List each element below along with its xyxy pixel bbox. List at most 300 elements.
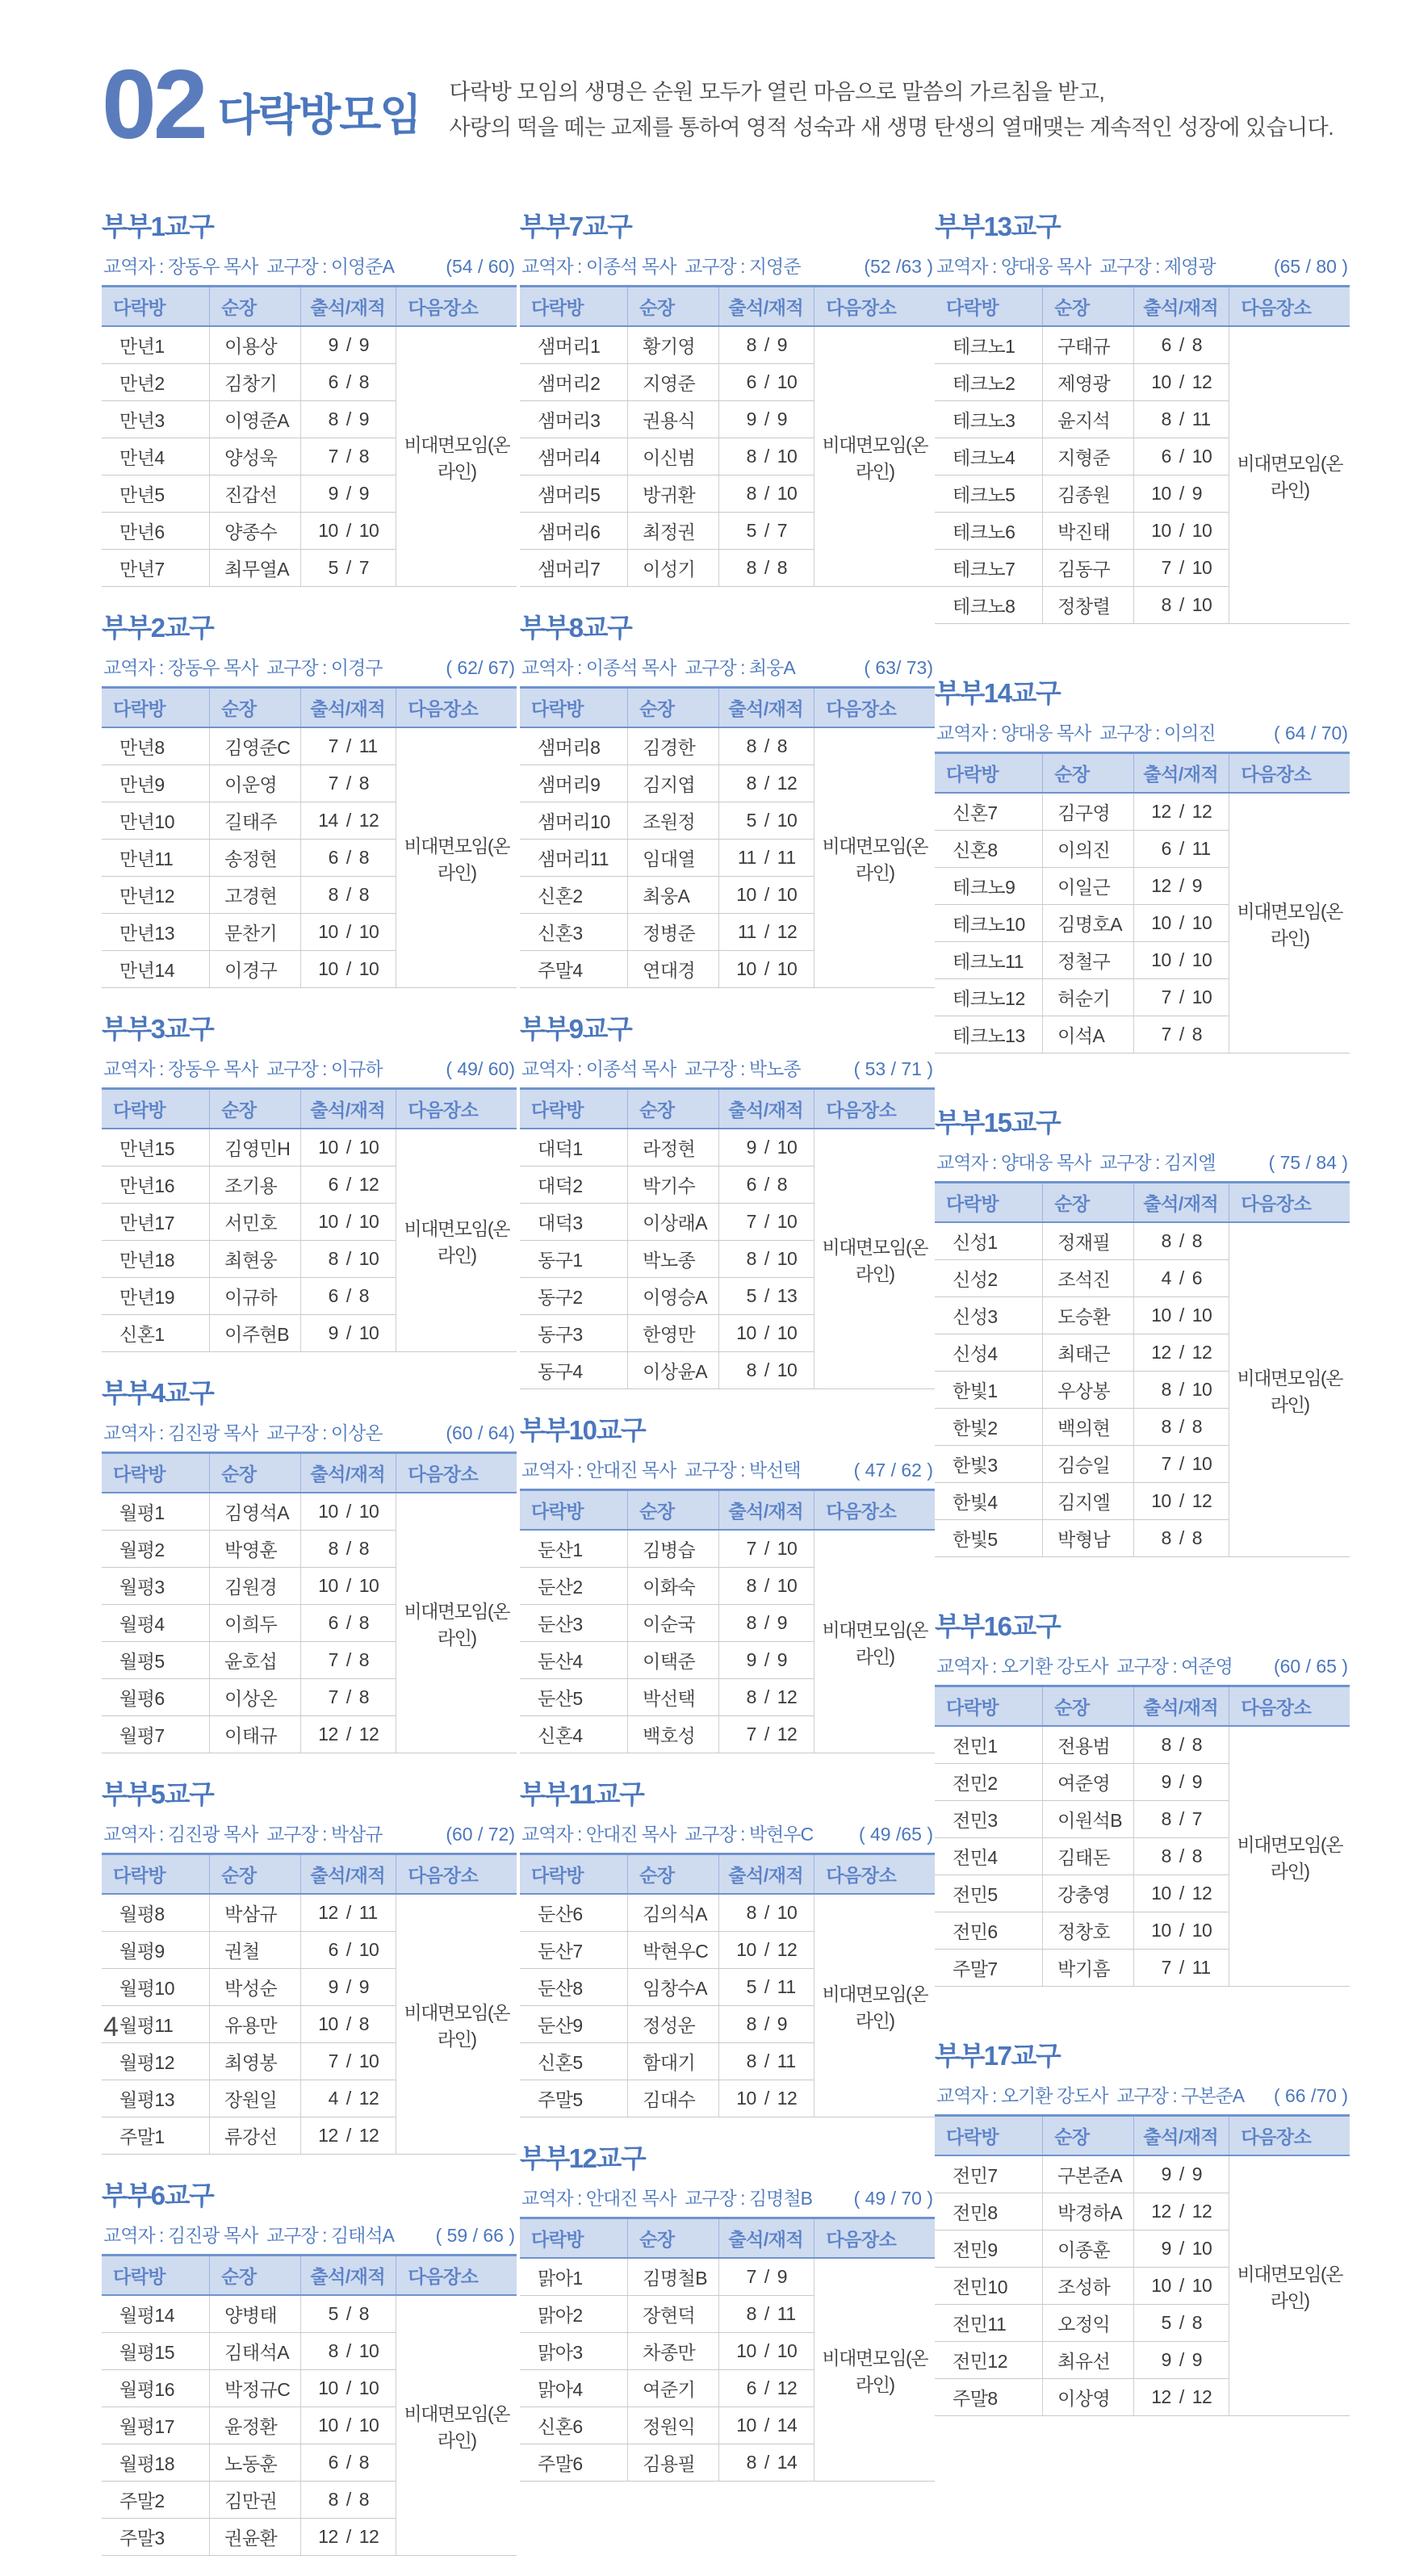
leader-cell: 허순기 <box>1043 979 1134 1016</box>
table-row <box>520 326 935 364</box>
attendance-count: 7 <box>1161 1957 1171 1978</box>
attendance-cell <box>301 2043 396 2080</box>
enrollment-count: 8 <box>358 1649 370 1670</box>
attendance-values <box>303 1649 394 1671</box>
parish-section <box>935 1102 1350 1557</box>
attendance-values <box>303 2125 394 2147</box>
leader-cell: 박영훈 <box>210 1531 301 1568</box>
column-header: 다음장소 <box>814 2218 935 2259</box>
slash-separator: / <box>345 1724 351 1745</box>
attendance-values <box>721 735 812 757</box>
column-header: 순장 <box>628 1089 719 1129</box>
parish-section <box>102 1372 517 1753</box>
slash-separator: / <box>345 2377 351 2398</box>
attendance-cell <box>301 1969 396 2006</box>
leader-cell: 박진태 <box>1043 513 1134 550</box>
slash-separator: / <box>1179 1771 1184 1792</box>
leader-cell: 길태주 <box>210 802 301 840</box>
slash-separator: / <box>764 557 769 578</box>
attendance-count: 12 <box>318 1724 338 1745</box>
attendance-cell <box>719 438 814 475</box>
attendance-cell <box>301 1129 396 1167</box>
attendance-table <box>935 1685 1350 1987</box>
leader-cell: 정재필 <box>1043 1222 1134 1260</box>
column-header: 순장 <box>1043 1686 1134 1727</box>
header-row <box>935 1686 1350 1727</box>
attendance-count: 6 <box>746 1174 756 1195</box>
attendance-values <box>721 446 812 467</box>
attendance-count: 5 <box>328 557 338 578</box>
attendance-values <box>721 2013 812 2035</box>
darakbang-cell: 둔산2 <box>520 1568 628 1605</box>
leader-cell: 이주현B <box>210 1315 301 1352</box>
attendance-cell <box>301 1531 396 1568</box>
leader-cell: 정철구 <box>1043 942 1134 979</box>
attendance-cell <box>719 1167 814 1204</box>
darakbang-cell: 동구2 <box>520 1278 628 1315</box>
leader-cell: 유용만 <box>210 2006 301 2043</box>
darakbang-cell: 만년1 <box>102 326 210 364</box>
slash-separator: / <box>764 520 769 541</box>
darakbang-cell: 월평7 <box>102 1716 210 1753</box>
attendance-cell <box>301 2006 396 2043</box>
attendance-count: 6 <box>328 2452 338 2473</box>
attendance-cell <box>719 364 814 401</box>
next-place-cell: 비대면모임(온라인) <box>814 2258 935 2482</box>
attendance-table <box>102 2254 517 2556</box>
darakbang-cell: 월평17 <box>102 2407 210 2444</box>
attendance-cell <box>1134 1520 1229 1557</box>
attendance-count: 12 <box>1151 801 1171 822</box>
attendance-count: 9 <box>328 1322 338 1343</box>
attendance-count: 8 <box>1161 1416 1171 1437</box>
page-title: 다락방모임 <box>217 91 421 140</box>
slash-separator: / <box>764 1285 769 1306</box>
enrollment-count: 11 <box>777 1976 796 1997</box>
slash-separator: / <box>345 773 351 794</box>
header-row <box>102 1453 517 1493</box>
darakbang-cell: 주말3 <box>102 2519 210 2556</box>
attendance-count: 9 <box>1161 1771 1171 1792</box>
leader-cell: 백호성 <box>628 1716 719 1753</box>
attendance-count: 10 <box>1151 912 1171 933</box>
leader-cell: 고경현 <box>210 877 301 914</box>
parish-section <box>520 607 935 988</box>
attendance-cell <box>1134 1260 1229 1297</box>
table-head <box>102 1854 517 1895</box>
attendance-values <box>1136 2386 1227 2408</box>
attendance-summary: ( 53 / 71 ) <box>853 1058 933 1079</box>
attendance-count: 10 <box>318 921 338 942</box>
column-header: 다음장소 <box>814 287 935 327</box>
column-header: 다음장소 <box>1229 2116 1350 2156</box>
attendance-values <box>721 334 812 356</box>
column-header: 다락방 <box>520 1490 628 1531</box>
attendance-values <box>1136 1230 1227 1252</box>
header-row <box>935 2116 1350 2156</box>
attendance-cell <box>719 2258 814 2296</box>
darakbang-cell: 주말6 <box>520 2444 628 2482</box>
attendance-cell <box>301 1241 396 1278</box>
column-header: 다락방 <box>102 2256 210 2296</box>
table-head <box>935 1686 1350 1727</box>
attendance-cell <box>1134 905 1229 942</box>
enrollment-count: 12 <box>358 1174 379 1195</box>
parish-meta <box>103 653 515 680</box>
darakbang-cell: 만년18 <box>102 1241 210 1278</box>
header-row <box>520 1089 935 1129</box>
slash-separator: / <box>764 408 769 429</box>
attendance-count: 9 <box>328 483 338 504</box>
attendance-values <box>1136 1267 1227 1289</box>
attendance-summary: ( 59 / 66 ) <box>435 2225 515 2246</box>
darakbang-cell: 신성2 <box>935 1260 1043 1297</box>
darakbang-cell: 신혼4 <box>520 1716 628 1753</box>
darakbang-cell: 신성1 <box>935 1222 1043 1260</box>
enrollment-count: 14 <box>777 2452 798 2473</box>
attendance-count: 8 <box>746 2050 756 2071</box>
attendance-summary: ( 75 / 84 ) <box>1268 1152 1348 1173</box>
attendance-values <box>303 921 394 943</box>
leader-cell: 조원정 <box>628 802 719 840</box>
column-header: 다음장소 <box>814 1854 935 1895</box>
attendance-values <box>721 1322 812 1344</box>
attendance-count: 10 <box>736 2088 756 2109</box>
attendance-cell <box>1134 868 1229 905</box>
attendance-count: 6 <box>328 1939 338 1960</box>
attendance-cell <box>301 765 396 802</box>
attendance-cell <box>719 877 814 914</box>
slash-separator: / <box>345 2303 351 2324</box>
attendance-cell <box>1134 1875 1229 1912</box>
attendance-count: 8 <box>746 1248 756 1269</box>
darakbang-cell: 주말5 <box>520 2080 628 2117</box>
attendance-cell <box>301 1167 396 1204</box>
enrollment-count: 10 <box>358 2415 379 2436</box>
column-header: 출석/재적 <box>719 688 814 728</box>
leader-cell: 송정현 <box>210 840 301 877</box>
attendance-cell <box>301 2444 396 2482</box>
parish-staff: 교역자 : 양대웅 목사 교구장 : 김지엘 <box>936 1152 1216 1173</box>
column-header: 다음장소 <box>814 688 935 728</box>
attendance-count: 8 <box>746 773 756 794</box>
attendance-values <box>1136 2275 1227 2297</box>
next-place-cell: 비대면모임(온라인) <box>1229 2155 1350 2416</box>
column-header: 출석/재적 <box>719 287 814 327</box>
attendance-count: 8 <box>328 884 338 905</box>
enrollment-count: 10 <box>358 958 379 979</box>
parish-staff: 교역자 : 장동우 목사 교구장 : 이규하 <box>103 1058 383 1079</box>
enrollment-count: 12 <box>1191 2386 1212 2407</box>
attendance-values <box>721 520 812 542</box>
attendance-cell <box>301 802 396 840</box>
attendance-count: 7 <box>1161 986 1171 1007</box>
leader-cell: 권철 <box>210 1932 301 1969</box>
parish-section <box>102 2175 517 2556</box>
attendance-count: 8 <box>328 2489 338 2510</box>
enrollment-count: 10 <box>1191 1379 1212 1400</box>
attendance-cell <box>301 2407 396 2444</box>
column-header: 다락방 <box>102 1089 210 1129</box>
slash-separator: / <box>764 371 769 392</box>
next-place-cell: 비대면모임(온라인) <box>396 2295 517 2556</box>
darakbang-cell: 월평8 <box>102 1894 210 1932</box>
attendance-values <box>721 2452 812 2473</box>
table-body <box>102 2295 517 2556</box>
parish-meta <box>521 1820 933 1846</box>
darakbang-cell: 둔산1 <box>520 1530 628 1568</box>
leader-cell: 방귀환 <box>628 475 719 513</box>
attendance-summary: (60 / 72) <box>446 1824 515 1845</box>
attendance-values <box>303 958 394 980</box>
table-head <box>520 1854 935 1895</box>
attendance-cell <box>1134 2305 1229 2342</box>
darakbang-cell: 월평10 <box>102 1969 210 2006</box>
table-row <box>935 1222 1350 1260</box>
slash-separator: / <box>345 1976 351 1997</box>
attendance-count: 10 <box>736 1322 756 1343</box>
enrollment-count: 8 <box>777 1174 788 1195</box>
next-place-cell: 비대면모임(온라인) <box>1229 1726 1350 1987</box>
enrollment-count: 12 <box>358 2088 379 2109</box>
attendance-cell <box>1134 1764 1229 1801</box>
attendance-values <box>303 2526 394 2548</box>
slash-separator: / <box>764 2266 769 2287</box>
table-body <box>935 1726 1350 1987</box>
darakbang-cell: 월평16 <box>102 2370 210 2407</box>
leader-cell: 정성운 <box>628 2006 719 2043</box>
slash-separator: / <box>1179 1267 1184 1288</box>
attendance-values <box>721 1649 812 1671</box>
attendance-values <box>303 371 394 393</box>
slash-separator: / <box>345 483 351 504</box>
slash-separator: / <box>1179 949 1184 970</box>
attendance-values <box>721 1686 812 1708</box>
attendance-values <box>303 557 394 579</box>
parish-staff: 교역자 : 이종석 목사 교구장 : 최웅A <box>521 657 795 678</box>
attendance-cell <box>301 475 396 513</box>
attendance-values <box>1136 1490 1227 1512</box>
enrollment-count: 10 <box>777 1538 798 1559</box>
leader-cell: 김명철B <box>628 2258 719 2296</box>
table-head <box>935 2116 1350 2156</box>
parish-meta <box>936 2081 1348 2108</box>
slash-separator: / <box>345 408 351 429</box>
slash-separator: / <box>764 1137 769 1158</box>
attendance-cell <box>1134 2268 1229 2305</box>
attendance-count: 6 <box>328 1174 338 1195</box>
slash-separator: / <box>1179 594 1184 615</box>
column-header: 출석/재적 <box>301 688 396 728</box>
slash-separator: / <box>764 921 769 942</box>
leader-cell: 최현웅 <box>210 1241 301 1278</box>
attendance-count: 11 <box>737 847 756 868</box>
leader-cell: 지형준 <box>1043 438 1134 475</box>
slash-separator: / <box>1179 1024 1184 1045</box>
parish-title: 부부3교구 <box>102 1014 214 1044</box>
enrollment-count: 9 <box>777 334 788 355</box>
table-body <box>520 1530 935 1753</box>
leader-cell: 윤호섭 <box>210 1642 301 1679</box>
enrollment-count: 12 <box>358 1724 379 1745</box>
attendance-count: 9 <box>746 408 756 429</box>
parish-staff: 교역자 : 안대진 목사 교구장 : 박현우C <box>521 1824 814 1845</box>
slash-separator: / <box>345 371 351 392</box>
attendance-count: 8 <box>328 2340 338 2361</box>
enrollment-count: 10 <box>777 1137 798 1158</box>
leader-cell: 정병준 <box>628 914 719 951</box>
attendance-count: 5 <box>328 2303 338 2324</box>
attendance-values <box>303 1575 394 1597</box>
slash-separator: / <box>1179 1845 1184 1866</box>
darakbang-cell: 둔산8 <box>520 1969 628 2006</box>
darakbang-cell: 월평18 <box>102 2444 210 2482</box>
leader-cell: 오정익 <box>1043 2305 1134 2342</box>
leader-cell: 최유선 <box>1043 2342 1134 2379</box>
attendance-count: 6 <box>328 371 338 392</box>
leader-cell: 여준기 <box>628 2370 719 2407</box>
darakbang-cell: 샘머리1 <box>520 326 628 364</box>
slash-separator: / <box>345 2088 351 2109</box>
attendance-count: 8 <box>1161 1527 1171 1548</box>
leader-cell: 이상온 <box>210 1679 301 1716</box>
enrollment-count: 9 <box>358 334 370 355</box>
attendance-count: 8 <box>746 735 756 756</box>
attendance-count: 10 <box>736 958 756 979</box>
attendance-values <box>1136 912 1227 934</box>
leader-cell: 김영석A <box>210 1493 301 1531</box>
attendance-table <box>520 2217 935 2482</box>
attendance-values <box>721 810 812 831</box>
attendance-cell <box>1134 1297 1229 1334</box>
enrollment-count: 9 <box>777 1649 788 1670</box>
attendance-cell <box>301 877 396 914</box>
darakbang-cell: 신성4 <box>935 1334 1043 1372</box>
parish-meta <box>103 1820 515 1846</box>
column-header: 출석/재적 <box>301 1453 396 1493</box>
darakbang-cell: 테크노13 <box>935 1016 1043 1053</box>
attendance-count: 5 <box>746 520 756 541</box>
attendance-summary: ( 49/ 60) <box>446 1058 515 1079</box>
enrollment-count: 9 <box>358 408 370 429</box>
attendance-count: 10 <box>1151 1883 1171 1904</box>
slash-separator: / <box>1179 408 1184 429</box>
darakbang-cell: 테크노7 <box>935 550 1043 587</box>
table-row <box>520 1530 935 1568</box>
column-header: 출석/재적 <box>719 2218 814 2259</box>
slash-separator: / <box>1179 875 1184 896</box>
attendance-cell <box>301 1278 396 1315</box>
attendance-values <box>1136 1527 1227 1549</box>
attendance-count: 10 <box>1151 483 1171 504</box>
enrollment-count: 8 <box>358 446 370 467</box>
attendance-cell <box>719 2006 814 2043</box>
slash-separator: / <box>345 735 351 756</box>
slash-separator: / <box>1179 1342 1184 1363</box>
attendance-values <box>721 884 812 906</box>
attendance-values <box>303 334 394 356</box>
attendance-count: 7 <box>328 1649 338 1670</box>
attendance-values <box>1136 2201 1227 2222</box>
column-header: 출석/재적 <box>1134 287 1229 327</box>
attendance-table <box>102 1853 517 2155</box>
attendance-summary: ( 49 / 70 ) <box>853 2188 933 2209</box>
attendance-table <box>520 686 935 988</box>
table-head <box>520 1089 935 1129</box>
parish-meta <box>521 653 933 680</box>
column-header: 출석/재적 <box>1134 1183 1229 1223</box>
leader-cell: 김의식A <box>628 1894 719 1932</box>
leader-cell: 김지엽 <box>628 765 719 802</box>
darakbang-cell: 테크노8 <box>935 587 1043 624</box>
attendance-values <box>1136 949 1227 971</box>
attendance-summary: ( 49 /65 ) <box>858 1824 933 1845</box>
slash-separator: / <box>764 1575 769 1596</box>
attendance-cell <box>719 727 814 765</box>
table-row <box>520 1894 935 1932</box>
darakbang-cell: 만년15 <box>102 1129 210 1167</box>
attendance-values <box>303 2452 394 2473</box>
attendance-count: 8 <box>1161 1808 1171 1829</box>
table-row <box>520 2258 935 2296</box>
darakbang-cell: 테크노2 <box>935 364 1043 401</box>
darakbang-cell: 신성3 <box>935 1297 1043 1334</box>
table-body <box>935 326 1350 624</box>
enrollment-count: 8 <box>1191 1527 1203 1548</box>
leader-cell: 이운영 <box>210 765 301 802</box>
enrollment-count: 10 <box>777 2340 798 2361</box>
parish-section <box>520 1409 935 1753</box>
attendance-cell <box>1134 326 1229 364</box>
slash-separator: / <box>764 483 769 504</box>
attendance-count: 8 <box>746 2452 756 2473</box>
darakbang-cell: 샘머리9 <box>520 765 628 802</box>
attendance-cell <box>719 2043 814 2080</box>
darakbang-cell: 한빛5 <box>935 1520 1043 1557</box>
attendance-count: 8 <box>746 1612 756 1633</box>
attendance-count: 12 <box>1151 2201 1171 2222</box>
column-header: 순장 <box>210 2256 301 2296</box>
leader-cell: 이영준A <box>210 401 301 438</box>
attendance-count: 12 <box>318 2526 338 2547</box>
darakbang-cell: 만년10 <box>102 802 210 840</box>
leader-cell: 구태규 <box>1043 326 1134 364</box>
attendance-values <box>303 1538 394 1560</box>
attendance-summary: (60 / 65 ) <box>1273 1656 1348 1677</box>
column-header: 순장 <box>210 1854 301 1895</box>
attendance-values <box>1136 1342 1227 1363</box>
darakbang-cell: 한빛3 <box>935 1446 1043 1483</box>
attendance-cell <box>719 2370 814 2407</box>
attendance-count: 5 <box>1161 2312 1171 2333</box>
darakbang-cell: 전민10 <box>935 2268 1043 2305</box>
attendance-count: 10 <box>736 2340 756 2361</box>
parish-title: 부부12교구 <box>520 2143 646 2173</box>
slash-separator: / <box>764 446 769 467</box>
leader-cell: 함대기 <box>628 2043 719 2080</box>
page-description-line2: 사랑의 떡을 떼는 교제를 통하여 영적 성숙과 새 생명 탄생의 열매맺는 계속적인 성장에 있습니다. <box>449 115 1334 140</box>
attendance-values <box>721 2340 812 2362</box>
attendance-values <box>1136 1771 1227 1793</box>
attendance-cell <box>1134 1838 1229 1875</box>
attendance-values <box>303 2013 394 2035</box>
leader-cell: 정창렬 <box>1043 587 1134 624</box>
attendance-values <box>721 921 812 943</box>
attendance-count: 10 <box>1151 2275 1171 2296</box>
attendance-cell <box>719 2407 814 2444</box>
slash-separator: / <box>1179 520 1184 541</box>
attendance-values <box>1136 1845 1227 1867</box>
